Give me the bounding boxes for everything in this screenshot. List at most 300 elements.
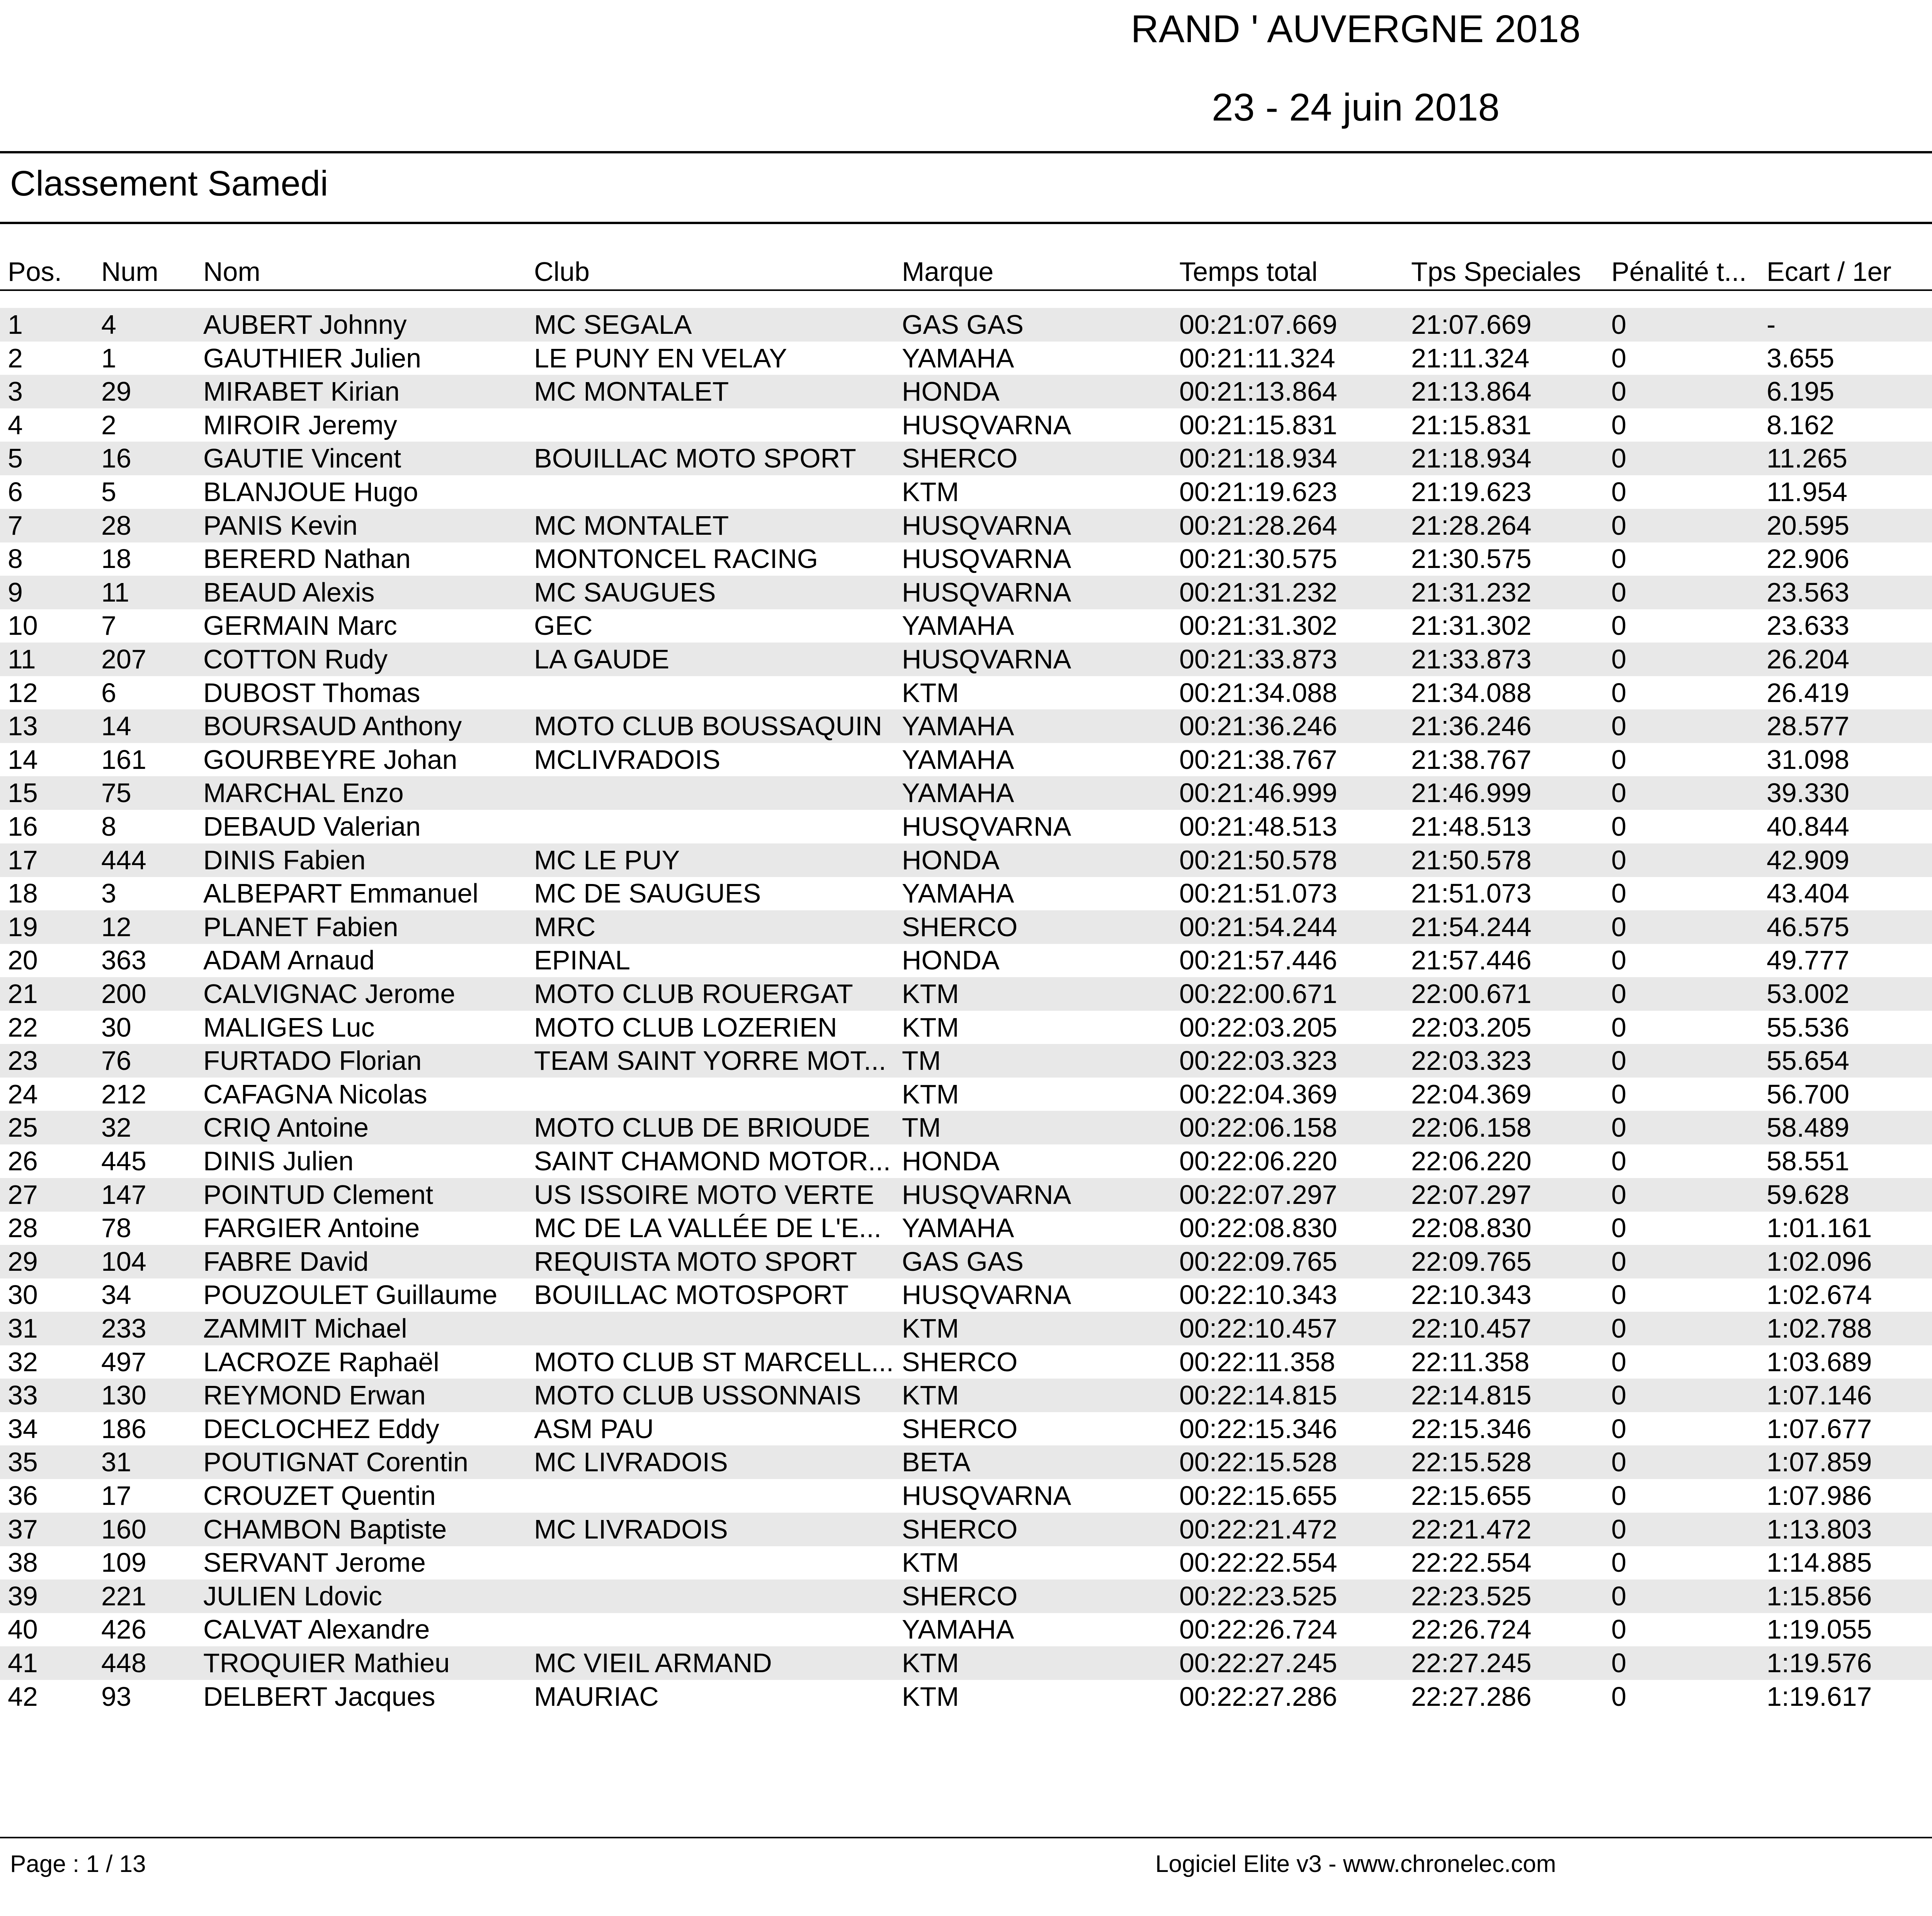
cell-nom: DUBOST Thomas <box>203 677 420 708</box>
cell-num: 93 <box>101 1681 131 1712</box>
cell-penalite: 0 <box>1611 376 1626 407</box>
cell-tps-speciales: 21:54.244 <box>1411 911 1532 942</box>
table-row <box>0 643 1932 676</box>
cell-nom: MALIGES Luc <box>203 1012 375 1042</box>
cell-temps-total: 00:21:36.246 <box>1179 711 1337 741</box>
cell-ecart-1er: 42.909 <box>1767 845 1850 875</box>
cell-penalite: 0 <box>1611 845 1626 875</box>
cell-tps-speciales: 21:28.264 <box>1411 510 1532 541</box>
cell-pos: 11 <box>8 644 36 674</box>
cell-num: 207 <box>101 644 146 674</box>
col-penalite: Pénalité t... <box>1611 257 1747 287</box>
cell-temps-total: 00:22:00.671 <box>1179 979 1337 1009</box>
cell-club: SAINT CHAMOND MOTOR... <box>534 1146 891 1176</box>
cell-temps-total: 00:21:28.264 <box>1179 510 1337 541</box>
cell-club: REQUISTA MOTO SPORT <box>534 1246 857 1277</box>
cell-tps-speciales: 22:09.765 <box>1411 1246 1532 1277</box>
cell-num: 1 <box>101 343 116 373</box>
cell-pos: 33 <box>8 1380 38 1411</box>
cell-temps-total: 00:21:54.244 <box>1179 911 1337 942</box>
cell-temps-total: 00:21:31.302 <box>1179 610 1337 641</box>
cell-ecart-1er: 26.204 <box>1767 644 1850 674</box>
cell-penalite: 0 <box>1611 1079 1626 1109</box>
cell-ecart-1er: 49.777 <box>1767 945 1850 976</box>
cell-marque: HUSQVARNA <box>902 644 1071 674</box>
cell-nom: FARGIER Antoine <box>203 1213 420 1243</box>
cell-marque: YAMAHA <box>902 778 1014 808</box>
cell-penalite: 0 <box>1611 410 1626 440</box>
cell-num: 7 <box>101 610 116 641</box>
cell-pos: 24 <box>8 1079 38 1109</box>
cell-ecart-1er: 1:02.096 <box>1767 1246 1872 1277</box>
col-pos: Pos. <box>8 257 62 287</box>
cell-tps-speciales: 22:23.525 <box>1411 1581 1532 1611</box>
cell-nom: FABRE David <box>203 1246 369 1277</box>
cell-pos: 7 <box>8 510 23 541</box>
table-row <box>0 1412 1932 1446</box>
cell-num: 11 <box>101 577 129 607</box>
cell-pos: 29 <box>8 1246 38 1277</box>
cell-ecart-1er: 1:07.859 <box>1767 1447 1872 1477</box>
cell-club: MC MONTALET <box>534 510 729 541</box>
cell-marque: HUSQVARNA <box>902 1179 1071 1210</box>
cell-temps-total: 00:22:15.528 <box>1179 1447 1337 1477</box>
cell-marque: SHERCO <box>902 443 1018 474</box>
cell-club: BOUILLAC MOTOSPORT <box>534 1280 849 1310</box>
table-row <box>0 1546 1932 1579</box>
cell-num: 497 <box>101 1346 146 1377</box>
event-dates: 23 - 24 juin 2018 <box>1211 86 1500 129</box>
cell-ecart-1er: 1:03.689 <box>1767 1346 1872 1377</box>
cell-ecart-1er: 8.162 <box>1767 410 1835 440</box>
cell-ecart-1er: 28.577 <box>1767 711 1850 741</box>
cell-tps-speciales: 21:46.999 <box>1411 778 1532 808</box>
cell-tps-speciales: 21:36.246 <box>1411 711 1532 741</box>
cell-temps-total: 00:22:09.765 <box>1179 1246 1337 1277</box>
cell-ecart-1er: 6.195 <box>1767 376 1835 407</box>
table-row <box>0 1278 1932 1312</box>
cell-num: 78 <box>101 1213 131 1243</box>
cell-club: MC DE LA VALLÉE DE L'E... <box>534 1213 882 1243</box>
cell-tps-speciales: 21:19.623 <box>1411 477 1532 507</box>
cell-temps-total: 00:22:06.158 <box>1179 1112 1337 1143</box>
cell-penalite: 0 <box>1611 477 1626 507</box>
cell-penalite: 0 <box>1611 778 1626 808</box>
cell-nom: DELBERT Jacques <box>203 1681 435 1712</box>
cell-num: 29 <box>101 376 131 407</box>
cell-penalite: 0 <box>1611 1514 1626 1544</box>
cell-nom: CRIQ Antoine <box>203 1112 369 1143</box>
table-row <box>0 944 1932 977</box>
ranking-title: Classement Samedi <box>10 164 328 203</box>
cell-ecart-1er: 22.906 <box>1767 544 1850 574</box>
cell-temps-total: 00:22:15.655 <box>1179 1481 1337 1511</box>
cell-temps-total: 00:22:10.343 <box>1179 1280 1337 1310</box>
cell-temps-total: 00:22:07.297 <box>1179 1179 1337 1210</box>
cell-tps-speciales: 21:30.575 <box>1411 544 1532 574</box>
table-row <box>0 743 1932 777</box>
cell-penalite: 0 <box>1611 744 1626 775</box>
cell-num: 130 <box>101 1380 146 1411</box>
cell-club: MC MONTALET <box>534 376 729 407</box>
cell-nom: BEAUD Alexis <box>203 577 375 607</box>
cell-pos: 42 <box>8 1681 38 1712</box>
cell-num: 109 <box>101 1547 146 1578</box>
cell-tps-speciales: 21:18.934 <box>1411 443 1532 474</box>
cell-club: US ISSOIRE MOTO VERTE <box>534 1179 874 1210</box>
cell-marque: YAMAHA <box>902 711 1014 741</box>
cell-ecart-1er: 1:13.803 <box>1767 1514 1872 1544</box>
cell-penalite: 0 <box>1611 1246 1626 1277</box>
event-title: RAND ' AUVERGNE 2018 <box>1131 7 1581 51</box>
cell-pos: 18 <box>8 878 38 909</box>
cell-ecart-1er: 40.844 <box>1767 811 1850 842</box>
cell-penalite: 0 <box>1611 510 1626 541</box>
cell-marque: HUSQVARNA <box>902 510 1071 541</box>
cell-penalite: 0 <box>1611 1280 1626 1310</box>
cell-marque: HUSQVARNA <box>902 410 1071 440</box>
cell-num: 18 <box>101 544 131 574</box>
cell-ecart-1er: - <box>1767 309 1776 340</box>
table-row <box>0 308 1932 342</box>
cell-club: MC VIEIL ARMAND <box>534 1648 772 1678</box>
cell-num: 448 <box>101 1648 146 1678</box>
table-row <box>0 810 1932 843</box>
divider <box>0 289 1932 291</box>
cell-tps-speciales: 22:15.655 <box>1411 1481 1532 1511</box>
cell-marque: YAMAHA <box>902 343 1014 373</box>
cell-nom: AUBERT Johnny <box>203 309 407 340</box>
cell-tps-speciales: 22:10.457 <box>1411 1313 1532 1343</box>
cell-num: 444 <box>101 845 146 875</box>
cell-temps-total: 00:22:27.245 <box>1179 1648 1337 1678</box>
cell-nom: DINIS Julien <box>203 1146 354 1176</box>
cell-ecart-1er: 1:14.885 <box>1767 1547 1872 1578</box>
cell-ecart-1er: 11.954 <box>1767 477 1847 507</box>
cell-penalite: 0 <box>1611 644 1626 674</box>
cell-nom: BLANJOUE Hugo <box>203 477 418 507</box>
cell-ecart-1er: 59.628 <box>1767 1179 1850 1210</box>
cell-pos: 28 <box>8 1213 38 1243</box>
cell-tps-speciales: 21:48.513 <box>1411 811 1532 842</box>
cell-temps-total: 00:21:50.578 <box>1179 845 1337 875</box>
cell-num: 147 <box>101 1179 146 1210</box>
cell-pos: 15 <box>8 778 38 808</box>
cell-tps-speciales: 22:00.671 <box>1411 979 1532 1009</box>
cell-nom: FURTADO Florian <box>203 1046 422 1076</box>
divider <box>0 222 1932 224</box>
cell-pos: 17 <box>8 845 38 875</box>
cell-tps-speciales: 22:22.554 <box>1411 1547 1532 1578</box>
cell-nom: COTTON Rudy <box>203 644 388 674</box>
cell-club: MONTONCEL RACING <box>534 544 818 574</box>
cell-club: BOUILLAC MOTO SPORT <box>534 443 856 474</box>
table-row <box>0 1379 1932 1412</box>
cell-marque: YAMAHA <box>902 1614 1014 1645</box>
col-temps-total: Temps total <box>1179 257 1318 287</box>
cell-penalite: 0 <box>1611 1413 1626 1444</box>
cell-marque: GAS GAS <box>902 309 1024 340</box>
cell-penalite: 0 <box>1611 1380 1626 1411</box>
cell-pos: 20 <box>8 945 38 976</box>
cell-pos: 14 <box>8 744 38 775</box>
cell-ecart-1er: 43.404 <box>1767 878 1850 909</box>
cell-marque: HUSQVARNA <box>902 1280 1071 1310</box>
divider <box>0 1837 1932 1838</box>
cell-nom: BERERD Nathan <box>203 544 411 574</box>
cell-nom: CALVIGNAC Jerome <box>203 979 456 1009</box>
cell-temps-total: 00:21:48.513 <box>1179 811 1337 842</box>
cell-pos: 19 <box>8 911 38 942</box>
cell-penalite: 0 <box>1611 1648 1626 1678</box>
cell-ecart-1er: 55.654 <box>1767 1046 1850 1076</box>
cell-tps-speciales: 21:31.302 <box>1411 610 1532 641</box>
cell-penalite: 0 <box>1611 544 1626 574</box>
cell-temps-total: 00:21:34.088 <box>1179 677 1337 708</box>
cell-temps-total: 00:21:13.864 <box>1179 376 1337 407</box>
cell-marque: KTM <box>902 1380 959 1411</box>
table-row <box>0 1680 1932 1714</box>
cell-marque: HUSQVARNA <box>902 544 1071 574</box>
cell-nom: CROUZET Quentin <box>203 1481 436 1511</box>
cell-ecart-1er: 58.489 <box>1767 1112 1850 1143</box>
cell-marque: HUSQVARNA <box>902 1481 1071 1511</box>
cell-marque: HUSQVARNA <box>902 577 1071 607</box>
cell-pos: 36 <box>8 1481 38 1511</box>
cell-pos: 38 <box>8 1547 38 1578</box>
cell-num: 186 <box>101 1413 146 1444</box>
table-row <box>0 1044 1932 1078</box>
cell-marque: KTM <box>902 1313 959 1343</box>
cell-tps-speciales: 21:15.831 <box>1411 410 1532 440</box>
cell-nom: REYMOND Erwan <box>203 1380 426 1411</box>
table-row <box>0 1211 1932 1245</box>
cell-ecart-1er: 46.575 <box>1767 911 1850 942</box>
table-row <box>0 1646 1932 1680</box>
cell-tps-speciales: 21:38.767 <box>1411 744 1532 775</box>
cell-nom: GOURBEYRE Johan <box>203 744 457 775</box>
cell-ecart-1er: 23.563 <box>1767 577 1850 607</box>
cell-ecart-1er: 1:19.576 <box>1767 1648 1872 1678</box>
cell-nom: POUTIGNAT Corentin <box>203 1447 468 1477</box>
cell-num: 28 <box>101 510 131 541</box>
table-row <box>0 1312 1932 1345</box>
table-row <box>0 1245 1932 1278</box>
cell-club: MC LIVRADOIS <box>534 1447 728 1477</box>
cell-pos: 4 <box>8 410 23 440</box>
table-row <box>0 709 1932 743</box>
cell-ecart-1er: 58.551 <box>1767 1146 1850 1176</box>
cell-ecart-1er: 1:19.617 <box>1767 1681 1872 1712</box>
cell-club: MC DE SAUGUES <box>534 878 761 909</box>
cell-penalite: 0 <box>1611 1481 1626 1511</box>
cell-ecart-1er: 53.002 <box>1767 979 1850 1009</box>
cell-nom: CALVAT Alexandre <box>203 1614 430 1645</box>
table-row <box>0 1513 1932 1546</box>
table-row <box>0 408 1932 442</box>
cell-penalite: 0 <box>1611 677 1626 708</box>
cell-num: 445 <box>101 1146 146 1176</box>
cell-nom: GERMAIN Marc <box>203 610 397 641</box>
cell-penalite: 0 <box>1611 1146 1626 1176</box>
cell-club: MOTO CLUB BOUSSAQUIN <box>534 711 883 741</box>
cell-nom: SERVANT Jerome <box>203 1547 426 1578</box>
cell-nom: LACROZE Raphaël <box>203 1346 439 1377</box>
cell-ecart-1er: 1:07.146 <box>1767 1380 1872 1411</box>
cell-nom: MIROIR Jeremy <box>203 410 397 440</box>
cell-nom: GAUTIE Vincent <box>203 443 401 474</box>
cell-penalite: 0 <box>1611 1447 1626 1477</box>
cell-marque: SHERCO <box>902 1581 1018 1611</box>
cell-ecart-1er: 1:15.856 <box>1767 1581 1872 1611</box>
table-row <box>0 576 1932 609</box>
cell-nom: CAFAGNA Nicolas <box>203 1079 427 1109</box>
cell-marque: KTM <box>902 477 959 507</box>
cell-nom: CHAMBON Baptiste <box>203 1514 447 1544</box>
cell-penalite: 0 <box>1611 443 1626 474</box>
cell-tps-speciales: 22:07.297 <box>1411 1179 1532 1210</box>
cell-pos: 31 <box>8 1313 38 1343</box>
cell-marque: GAS GAS <box>902 1246 1024 1277</box>
cell-num: 221 <box>101 1581 146 1611</box>
cell-pos: 10 <box>8 610 38 641</box>
cell-num: 2 <box>101 410 116 440</box>
table-row <box>0 542 1932 576</box>
cell-penalite: 0 <box>1611 911 1626 942</box>
cell-tps-speciales: 21:07.669 <box>1411 309 1532 340</box>
cell-pos: 9 <box>8 577 23 607</box>
cell-ecart-1er: 26.419 <box>1767 677 1850 708</box>
divider <box>0 151 1932 153</box>
cell-ecart-1er: 31.098 <box>1767 744 1850 775</box>
cell-marque: KTM <box>902 979 959 1009</box>
cell-num: 426 <box>101 1614 146 1645</box>
cell-club: MOTO CLUB LOZERIEN <box>534 1012 837 1042</box>
cell-club: GEC <box>534 610 593 641</box>
cell-marque: HONDA <box>902 845 1000 875</box>
cell-num: 212 <box>101 1079 146 1109</box>
cell-tps-speciales: 21:31.232 <box>1411 577 1532 607</box>
cell-temps-total: 00:21:18.934 <box>1179 443 1337 474</box>
cell-tps-speciales: 22:08.830 <box>1411 1213 1532 1243</box>
cell-num: 233 <box>101 1313 146 1343</box>
cell-club: MC LIVRADOIS <box>534 1514 728 1544</box>
cell-pos: 41 <box>8 1648 38 1678</box>
cell-tps-speciales: 22:27.245 <box>1411 1648 1532 1678</box>
table-row <box>0 1579 1932 1613</box>
cell-penalite: 0 <box>1611 610 1626 641</box>
cell-nom: PANIS Kevin <box>203 510 358 541</box>
cell-penalite: 0 <box>1611 945 1626 976</box>
cell-club: MC SAUGUES <box>534 577 716 607</box>
cell-pos: 8 <box>8 544 23 574</box>
cell-marque: SHERCO <box>902 911 1018 942</box>
col-nom: Nom <box>203 257 260 287</box>
cell-nom: TROQUIER Mathieu <box>203 1648 450 1678</box>
cell-temps-total: 00:22:21.472 <box>1179 1514 1337 1544</box>
cell-temps-total: 00:22:14.815 <box>1179 1380 1337 1411</box>
cell-club: MOTO CLUB ST MARCELL... <box>534 1346 894 1377</box>
cell-nom: MARCHAL Enzo <box>203 778 404 808</box>
table-row <box>0 1144 1932 1178</box>
cell-num: 161 <box>101 744 146 775</box>
cell-penalite: 0 <box>1611 343 1626 373</box>
cell-temps-total: 00:22:06.220 <box>1179 1146 1337 1176</box>
cell-ecart-1er: 1:07.986 <box>1767 1481 1872 1511</box>
table-row <box>0 877 1932 910</box>
cell-penalite: 0 <box>1611 979 1626 1009</box>
cell-club: TEAM SAINT YORRE MOT... <box>534 1046 886 1076</box>
cell-nom: JULIEN Ldovic <box>203 1581 382 1611</box>
cell-pos: 16 <box>8 811 38 842</box>
cell-temps-total: 00:22:04.369 <box>1179 1079 1337 1109</box>
cell-penalite: 0 <box>1611 1179 1626 1210</box>
cell-num: 31 <box>101 1447 131 1477</box>
cell-temps-total: 00:22:10.457 <box>1179 1313 1337 1343</box>
cell-marque: KTM <box>902 1012 959 1042</box>
table-row <box>0 1078 1932 1111</box>
cell-temps-total: 00:21:57.446 <box>1179 945 1337 976</box>
cell-ecart-1er: 1:01.161 <box>1767 1213 1872 1243</box>
cell-tps-speciales: 22:04.369 <box>1411 1079 1532 1109</box>
cell-temps-total: 00:21:15.831 <box>1179 410 1337 440</box>
cell-pos: 25 <box>8 1112 38 1143</box>
cell-tps-speciales: 22:14.815 <box>1411 1380 1532 1411</box>
cell-ecart-1er: 1:02.788 <box>1767 1313 1872 1343</box>
cell-club: MRC <box>534 911 596 942</box>
cell-num: 4 <box>101 309 116 340</box>
table-row <box>0 342 1932 375</box>
col-tps-speciales: Tps Speciales <box>1411 257 1581 287</box>
page-number: Page : 1 / 13 <box>10 1851 146 1877</box>
cell-pos: 13 <box>8 711 38 741</box>
table-row <box>0 1111 1932 1144</box>
cell-tps-speciales: 21:13.864 <box>1411 376 1532 407</box>
cell-num: 30 <box>101 1012 131 1042</box>
cell-temps-total: 00:22:26.724 <box>1179 1614 1337 1645</box>
cell-temps-total: 00:22:15.346 <box>1179 1413 1337 1444</box>
cell-pos: 32 <box>8 1346 38 1377</box>
cell-marque: SHERCO <box>902 1413 1018 1444</box>
cell-temps-total: 00:21:30.575 <box>1179 544 1337 574</box>
table-row <box>0 676 1932 710</box>
cell-pos: 26 <box>8 1146 38 1176</box>
cell-club: MC SEGALA <box>534 309 692 340</box>
cell-num: 6 <box>101 677 116 708</box>
cell-nom: POINTUD Clement <box>203 1179 434 1210</box>
cell-ecart-1er: 20.595 <box>1767 510 1850 541</box>
cell-nom: PLANET Fabien <box>203 911 398 942</box>
cell-penalite: 0 <box>1611 1213 1626 1243</box>
cell-ecart-1er: 1:02.674 <box>1767 1280 1872 1310</box>
cell-nom: MIRABET Kirian <box>203 376 400 407</box>
cell-marque: KTM <box>902 1079 959 1109</box>
cell-num: 160 <box>101 1514 146 1544</box>
cell-penalite: 0 <box>1611 309 1626 340</box>
cell-tps-speciales: 22:10.343 <box>1411 1280 1532 1310</box>
cell-marque: HUSQVARNA <box>902 811 1071 842</box>
cell-temps-total: 00:22:08.830 <box>1179 1213 1337 1243</box>
cell-club: MOTO CLUB ROUERGAT <box>534 979 853 1009</box>
cell-temps-total: 00:22:23.525 <box>1179 1581 1337 1611</box>
cell-num: 17 <box>101 1481 131 1511</box>
cell-num: 14 <box>101 711 131 741</box>
cell-temps-total: 00:21:51.073 <box>1179 878 1337 909</box>
table-header <box>0 255 1932 288</box>
cell-num: 8 <box>101 811 116 842</box>
cell-club: LE PUNY EN VELAY <box>534 343 787 373</box>
table-row <box>0 1613 1932 1646</box>
